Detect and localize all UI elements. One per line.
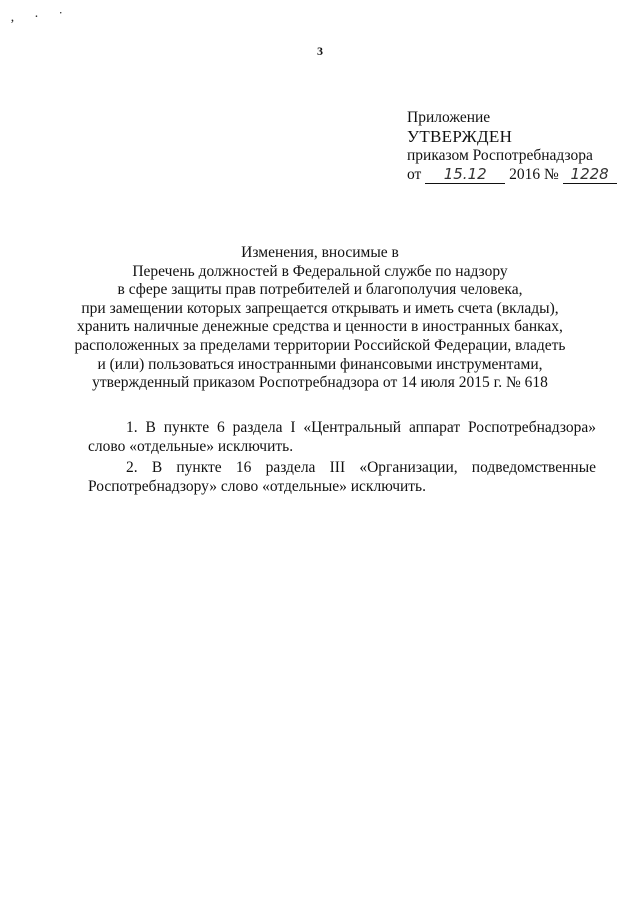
title-line: Перечень должностей в Федеральной службе по надзору bbox=[132, 262, 508, 280]
title-line: утвержденный приказом Роспотребнадзора от 14 июля 2015 г. № 618 bbox=[92, 374, 548, 392]
year-number-label: 2016 № bbox=[509, 166, 559, 183]
title-line: хранить наличные денежные средства и ценности в иностранных банках, bbox=[77, 318, 563, 336]
order-issuer: приказом Роспотребнадзора bbox=[407, 147, 593, 164]
page-number: 3 bbox=[317, 44, 323, 58]
document-title bbox=[60, 244, 580, 393]
amendment-item-2: 2. В пункте 16 раздела III «Организации, подведомственные Роспотребнадзору» слово «отдельные» исключить. bbox=[88, 459, 596, 495]
date-prefix: от bbox=[407, 166, 422, 183]
amendment-item-1: 1. В пункте 6 раздела I «Центральный аппарат Роспотребнадзора» слово «отдельные» исключить. bbox=[88, 419, 596, 455]
title-line: при замещении которых запрещается открывать и иметь счета (вклады), bbox=[81, 299, 559, 317]
order-date-line bbox=[407, 165, 627, 184]
scan-specks: ‚ · ˙ bbox=[10, 10, 71, 25]
title-line: расположенных за пределами территории Российской Федерации, владеть bbox=[74, 336, 566, 354]
approval-stamp-block bbox=[407, 108, 627, 184]
title-line: в сфере защиты прав потребителей и благополучия человека, bbox=[117, 281, 523, 299]
title-line: и (или) пользоваться иностранными финансовыми инструментами, bbox=[97, 355, 543, 373]
handwritten-date: 15.12 bbox=[425, 166, 505, 184]
handwritten-order-number: 1228 bbox=[563, 166, 617, 184]
title-line: Изменения, вносимые в bbox=[241, 244, 399, 261]
document-body bbox=[88, 418, 596, 498]
approved-label: УТВЕРЖДЕН bbox=[407, 127, 513, 146]
appendix-label: Приложение bbox=[407, 109, 491, 126]
